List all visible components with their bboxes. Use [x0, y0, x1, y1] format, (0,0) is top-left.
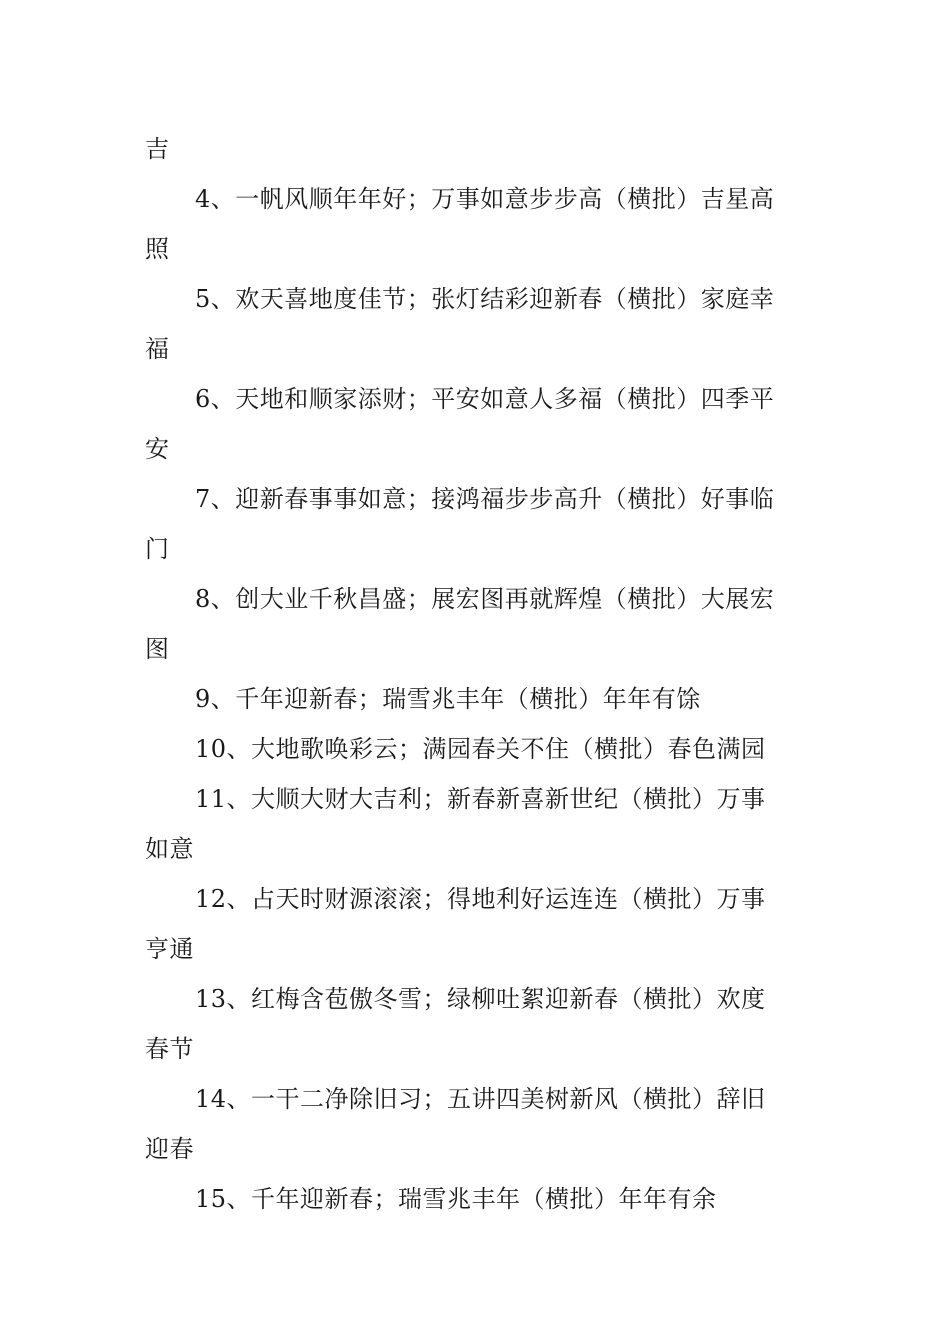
text-line: 9、千年迎新春；瑞雪兆丰年（横批）年年有馀: [195, 685, 701, 713]
text-line: 迎春: [145, 1135, 194, 1163]
text-line: 6、天地和顺家添财；平安如意人多福（横批）四季平: [195, 385, 775, 413]
document-body: [145, 124, 810, 1224]
text-line: 13、红梅含苞傲冬雪；绿柳吐絮迎新春（横批）欢度: [195, 985, 766, 1013]
text-line: 8、创大业千秋昌盛；展宏图再就辉煌（横批）大展宏: [195, 585, 775, 613]
text-line: 如意: [145, 835, 194, 863]
text-line: 春节: [145, 1035, 194, 1063]
text-line: 门: [145, 535, 170, 563]
text-line: 照: [145, 235, 170, 263]
text-line: 14、一干二净除旧习；五讲四美树新风（横批）辞旧: [195, 1085, 766, 1113]
text-line: 4、一帆风顺年年好；万事如意步步高（横批）吉星高: [195, 185, 775, 213]
text-line: 安: [145, 435, 170, 463]
text-line: 15、千年迎新春；瑞雪兆丰年（横批）年年有余: [195, 1185, 717, 1213]
text-line: 12、占天时财源滚滚；得地利好运连连（横批）万事: [195, 885, 766, 913]
text-line: 图: [145, 635, 170, 663]
text-line: 福: [145, 335, 170, 363]
text-line: 7、迎新春事事如意；接鸿福步步高升（横批）好事临: [195, 485, 775, 513]
text-line: 亨通: [145, 935, 194, 963]
text-line: 5、欢天喜地度佳节；张灯结彩迎新春（横批）家庭幸: [195, 285, 775, 313]
text-line: 11、大顺大财大吉利；新春新喜新世纪（横批）万事: [195, 785, 766, 813]
text-line: 10、大地歌唤彩云；满园春关不住（横批）春色满园: [195, 735, 766, 763]
text-line: 吉: [145, 135, 170, 163]
